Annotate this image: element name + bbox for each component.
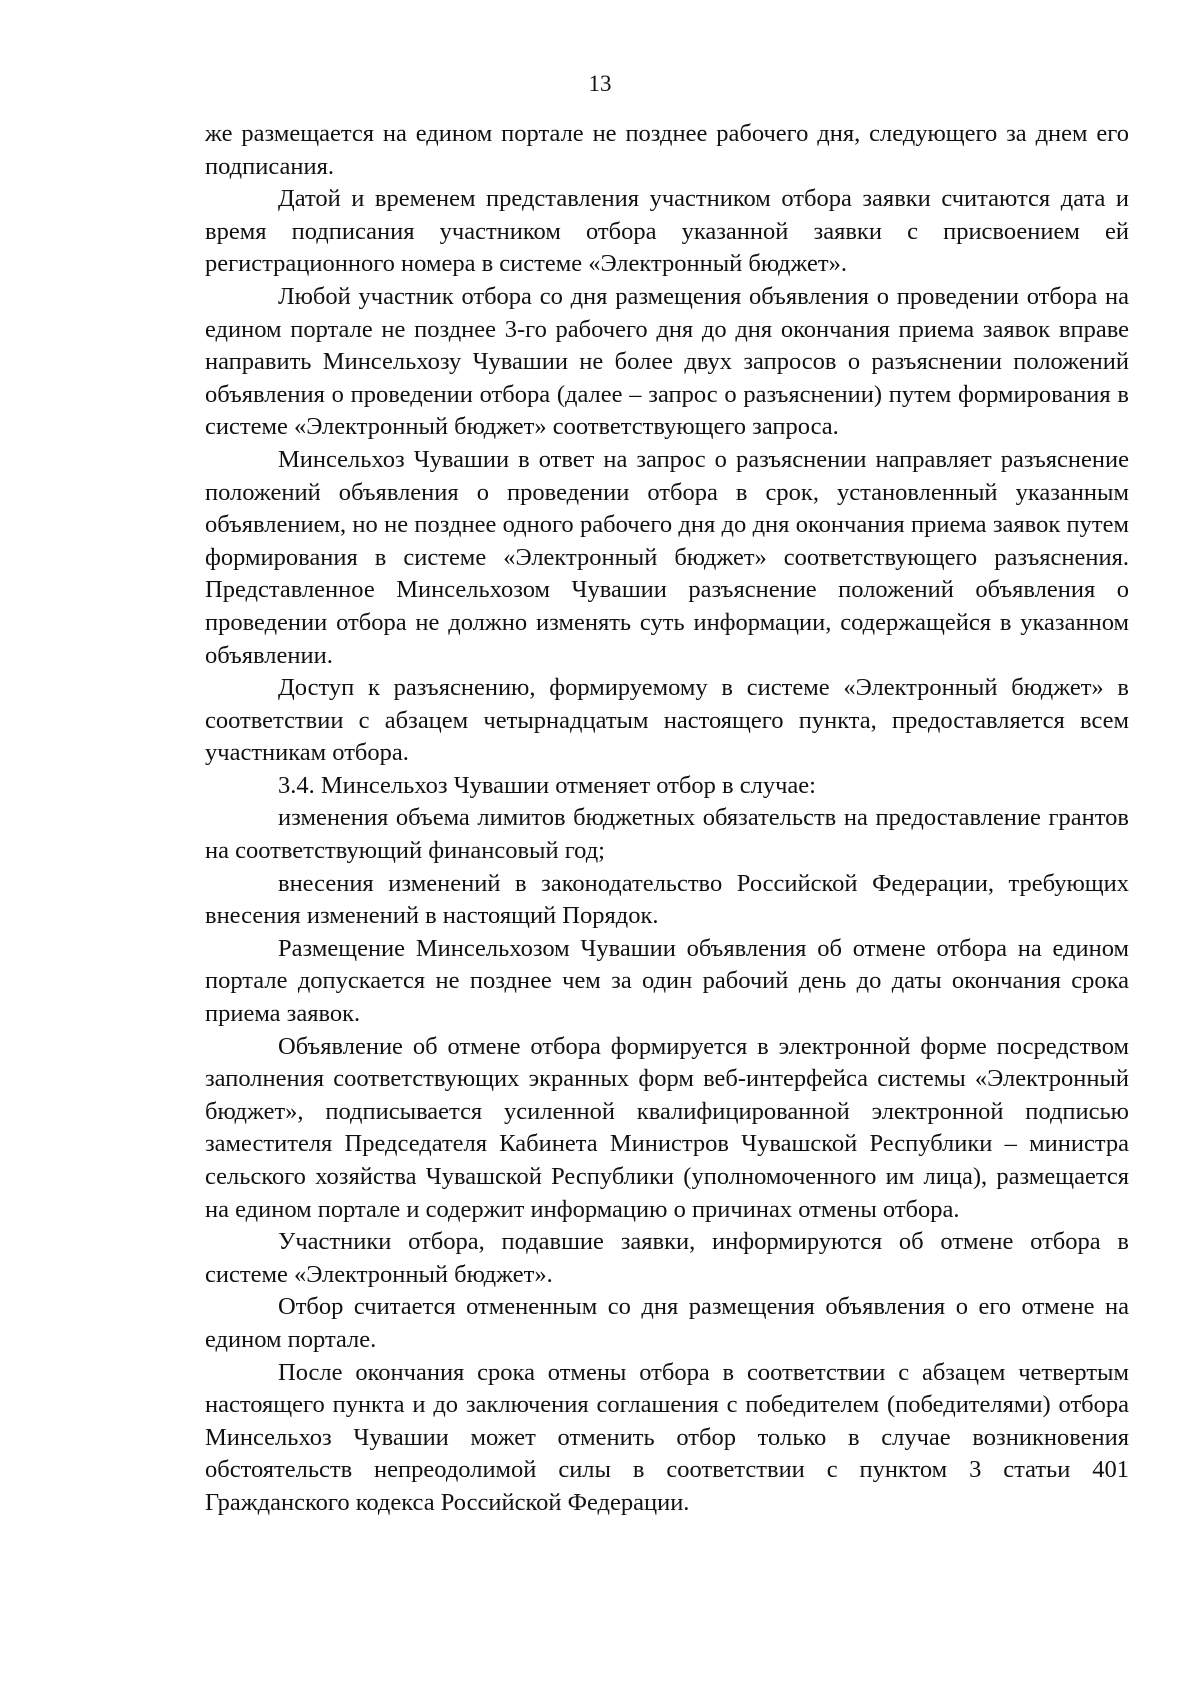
paragraph-9: Размещение Минсельхозом Чувашии объявления об отмене отбора на едином портале допускается не позднее чем за один рабочий день до даты окончания срока приема заявок. (205, 934, 1129, 1028)
document-body (205, 118, 1129, 1520)
paragraph-2: Датой и временем представления участником отбора заявки считаются дата и время подписания участником отбора указанной заявки с присвоением ей регистрационного номера в системе «Электронный бюджет». (205, 185, 1129, 278)
paragraph-10: Объявление об отмене отбора формируется в электронной форме посредством заполнения соответствующих экранных форм веб-интерфейса системы «Электронный бюджет», подписывается усиленной квалифицированной электронной подписью заместителя Председателя Кабинета Министров Чувашской Республики – министра сельского хозяйства Чувашской Республики (уполномоченного им лица), размещается на едином портале и содержит информацию о причинах отмены отбора. (205, 1032, 1129, 1223)
paragraph-4: Минсельхоз Чувашии в ответ на запрос о разъяснении направляет разъяснение положений объявления о проведении отбора в срок, установленный указанным объявлением, но не позднее одного рабочего дня до дня окончания приема заявок путем формирования в системе «Электронный бюджет» соответствующего разъяснения. Представленное Минсельхозом Чувашии разъяснение положений объявления о проведении отбора не должно изменять суть информации, содержащейся в указанном объявлении. (205, 445, 1129, 669)
paragraph-5: Доступ к разъяснению, формируемому в системе «Электронный бюджет» в соответствии с абзацем четырнадцатым настоящего пункта, предоставляется всем участникам отбора. (205, 674, 1129, 767)
page-number: 13 (588, 71, 612, 96)
paragraph-6: 3.4. Минсельхоз Чувашии отменяет отбор в случае: (278, 771, 816, 799)
paragraph-13: После окончания срока отмены отбора в соответствии с абзацем четвертым настоящего пункта и до заключения соглашения с победителем (победителями) отбора Минсельхоз Чувашии может отменить отбор только в случае возникновения обстоятельств непреодолимой силы в соответствии с пунктом 3 статьи 401 Гражданского кодекса Российской Федерации. (205, 1358, 1129, 1516)
paragraph-8: внесения изменений в законодательство Российской Федерации, требующих внесения изменений в настоящий Порядок. (205, 869, 1129, 930)
paragraph-1: же размещается на едином портале не позднее рабочего дня, следующего за днем его подписания. (205, 120, 1129, 180)
paragraph-7: изменения объема лимитов бюджетных обязательств на предоставление грантов на соответствующий финансовый год; (205, 804, 1129, 865)
paragraph-11: Участники отбора, подавшие заявки, информируются об отмене отбора в системе «Электронный бюджет». (205, 1228, 1129, 1288)
paragraph-12: Отбор считается отмененным со дня размещения объявления о его отмене на едином портале. (205, 1293, 1129, 1353)
paragraph-3: Любой участник отбора со дня размещения объявления о проведении отбора на едином портале не позднее 3-го рабочего дня до дня окончания приема заявок вправе направить Минсельхозу Чувашии не более двух запросов о разъяснении положений объявления о проведении отбора (далее – запрос о разъяснении) путем формирования в системе «Электронный бюджет» соответствующего запроса. (205, 282, 1129, 441)
